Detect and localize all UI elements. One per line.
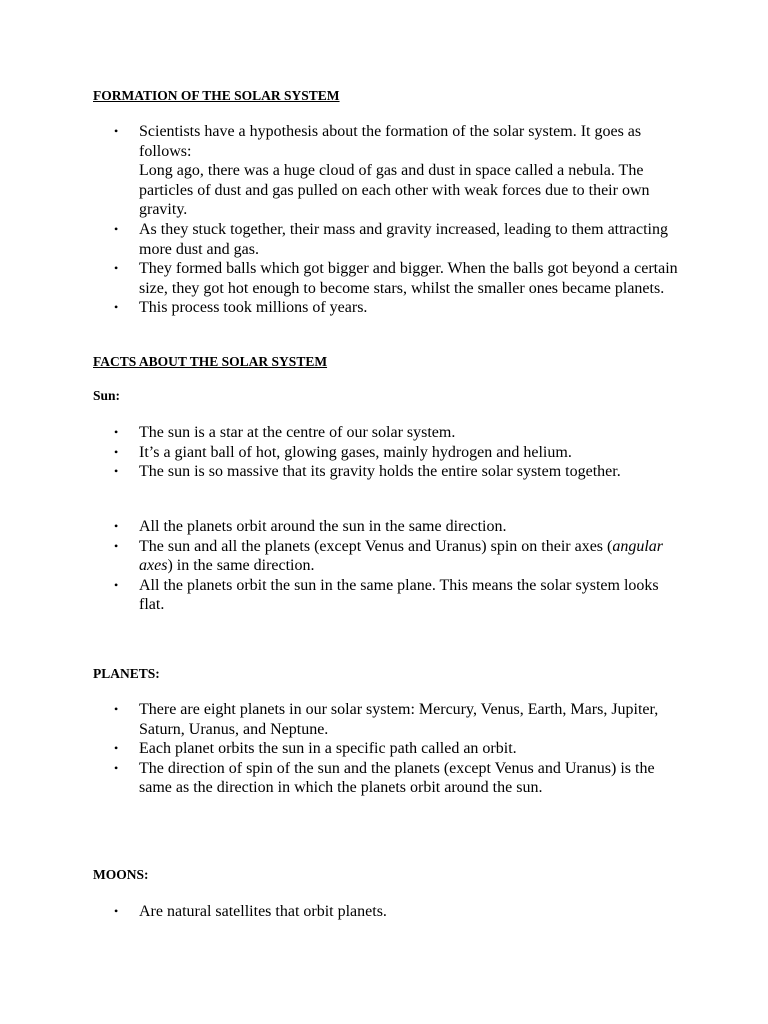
planets-heading: PLANETS: xyxy=(93,666,160,681)
formation-heading: FORMATION OF THE SOLAR SYSTEM xyxy=(93,88,340,103)
list-item xyxy=(93,122,683,220)
list-item: • The sun is a star at the centre of our solar system. xyxy=(93,423,683,443)
list-item: • All the planets orbit the sun in the same plane. This means the solar system looks flat. xyxy=(93,576,683,615)
moons-list xyxy=(93,902,683,922)
orbit-list xyxy=(93,517,683,615)
list-item: • The direction of spin of the sun and the planets (except Venus and Uranus) is the same as the direction in which the planets orbit around the sun. xyxy=(93,759,683,798)
orbit-bullet-2-text: The sun and all the planets (except Venus and Uranus) spin on their axes ( xyxy=(139,537,613,555)
list-item: • This process took millions of years. xyxy=(93,298,683,318)
list-item: • Each planet orbits the sun in a specific path called an orbit. xyxy=(93,739,683,759)
list-item: • There are eight planets in our solar system: Mercury, Venus, Earth, Mars, Jupiter, Saturn, Uranus, and Neptune. xyxy=(93,700,683,739)
orbit-bullet-2-italic: angular axes xyxy=(139,537,664,575)
formation-bullet-1-line-2: Long ago, there was a huge cloud of gas and dust in space called a nebula. The particles of dust and gas pulled on each other with weak forces due to their own gravity. xyxy=(139,162,650,219)
list-item: • All the planets orbit around the sun in the same direction. xyxy=(93,517,683,537)
list-item: • As they stuck together, their mass and gravity increased, leading to them attracting more dust and gas. xyxy=(93,220,683,259)
list-item: • The sun is so massive that its gravity holds the entire solar system together. xyxy=(93,462,683,482)
facts-heading: FACTS ABOUT THE SOLAR SYSTEM xyxy=(93,354,328,369)
list-item: • Are natural satellites that orbit planets. xyxy=(93,902,683,922)
moons-heading: MOONS: xyxy=(93,867,149,882)
list-item: • They formed balls which got bigger and bigger. When the balls got beyond a certain size, they got hot enough to become stars, whilst the smaller ones became planets. xyxy=(93,259,683,298)
planets-list xyxy=(93,700,683,798)
orbit-bullet-2-text-end: ) in the same direction. xyxy=(167,557,315,575)
formation-list xyxy=(93,122,683,318)
sun-list xyxy=(93,423,683,482)
list-item: • It’s a giant ball of hot, glowing gases, mainly hydrogen and helium. xyxy=(93,443,683,463)
sun-heading: Sun: xyxy=(93,388,121,403)
formation-bullet-1-line-1: • Scientists have a hypothesis about the formation of the solar system. It goes as follows: xyxy=(139,123,642,160)
list-item xyxy=(93,537,683,576)
